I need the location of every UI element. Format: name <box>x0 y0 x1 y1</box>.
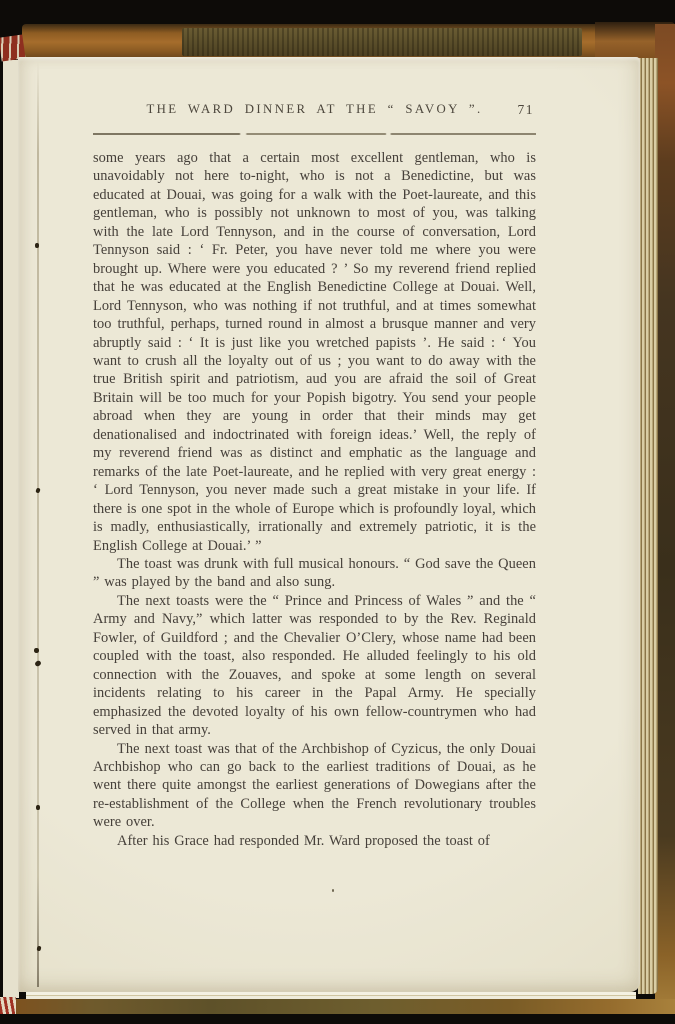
paragraph: The next toast was that of the Archbishop of Cyzicus, the only Douai Archbishop who can go back to the earliest traditions of Douai, as he went there quite amongst the earliest generations of Dowegians after the re-establishment of the College when the French revolutionary troubles were over. <box>93 740 536 831</box>
book-headband-bottom <box>0 997 16 1014</box>
book-cover-top-olive-band <box>182 28 582 56</box>
text-block <box>93 149 536 850</box>
stitch-mark <box>35 487 40 493</box>
book-page <box>18 57 640 992</box>
running-title: THE WARD DINNER AT THE “ SAVOY ”. <box>146 102 483 116</box>
stitch-mark <box>35 243 39 248</box>
paragraph: The next toasts were the “ Prince and Princess of Wales ” and the “ Army and Navy,” which latter was responded to by the Rev. Reginald Fowler, of Guildford ; and the Chevalier O’Clery, whose name had been coupled with the toast, also responded. He alluded feelingly to his old connection with the Zouaves, and spoke at some length on several incidents relating to his career in the Papal Army. He specially emphasized the devoted loyalty of his own fellow-countrymen who had served in that army. <box>93 592 536 739</box>
page-stack-edge <box>638 58 658 994</box>
book-cover-bottom-edge <box>12 999 675 1014</box>
page-header <box>93 102 536 124</box>
stitch-mark <box>36 946 41 952</box>
gutter-crease <box>37 61 39 987</box>
book-cover-right-edge <box>655 24 675 1014</box>
header-rule <box>93 133 536 135</box>
paragraph: The toast was drunk with full musical honours. “ God save the Queen ” was played by the band and also sung. <box>93 555 536 591</box>
stitch-mark <box>34 648 39 653</box>
stitch-mark <box>34 660 42 668</box>
paper-speck <box>332 889 334 892</box>
page-number: 71 <box>517 102 534 117</box>
paragraph: After his Grace had responded Mr. Ward proposed the toast of <box>117 832 490 849</box>
page-bottom-edges <box>26 992 636 999</box>
underlying-page-left-edge <box>3 60 19 998</box>
stitch-mark <box>36 805 40 810</box>
paragraph: some years ago that a certain most excellent gentleman, who is unavoidably not here to-night, who is not a Benedictine, but was educated at Douai, was going for a walk with the Poet-laureate, and this gentleman, who is possibly not unknown to most of you, was talking with the late Lord Tennyson, and in the course of conversation, Lord Tennyson said : ‘ Fr. Peter, you have never told me where you were brought up. Where were you educated ? ’ So my reverend friend replied that he was educated at the English Benedictine College at Douai. Well, Lord Tennyson, who was nothing if not truthful, and at times somewhat too truthful, perhaps, turned round in almost a brusque manner and very abruptly said : ‘ It is just like you wretched papists ’. He said : ‘ You want to crush all the loyalty out of us ; you want to do away with the true British spirit and patriotism, aud you are afraid the soil of Great Britain will be too much for your Popish bigotry. You send your people abroad when they are young in order that their minds may get denationalised and indoctrinated with foreign ideas.’ Well, the reply of my reverend friend was as distinct and emphatic as the language and remarks of the late Poet-laureate, and he replied with very great energy : ‘ Lord Tennyson, you never made such a great mistake in your life. If there is one spot in the whole of Europe which is profoundly loyal, which is madly, enthusiastically, irrationally and extremely patriotic, it is the English College at Douai.’ ” <box>93 150 536 554</box>
